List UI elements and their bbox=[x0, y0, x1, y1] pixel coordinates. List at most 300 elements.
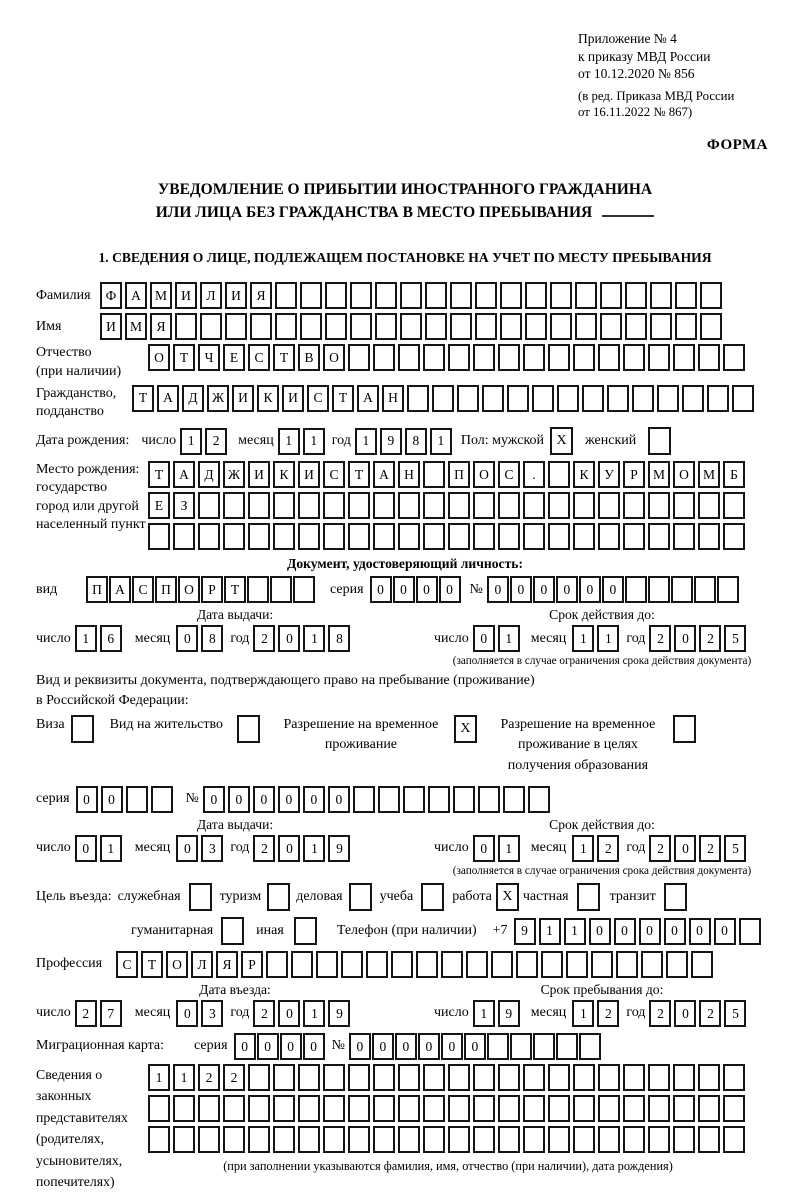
char-cell[interactable]: Т bbox=[132, 385, 154, 412]
permit-valid-year-cells[interactable] bbox=[649, 835, 749, 862]
char-cell[interactable] bbox=[625, 576, 647, 603]
phone-cells[interactable] bbox=[514, 918, 764, 945]
char-cell[interactable]: Т bbox=[148, 461, 170, 488]
identity-issue-month-cells[interactable] bbox=[176, 625, 226, 652]
char-cell[interactable]: Ж bbox=[223, 461, 245, 488]
char-cell[interactable] bbox=[198, 1126, 220, 1153]
birth-place-row3-cells[interactable] bbox=[148, 523, 748, 550]
char-cell[interactable]: 2 bbox=[75, 1000, 97, 1027]
char-cell[interactable] bbox=[532, 385, 554, 412]
char-cell[interactable]: 1 bbox=[572, 1000, 594, 1027]
char-cell[interactable]: К bbox=[573, 461, 595, 488]
char-cell[interactable] bbox=[548, 344, 570, 371]
char-cell[interactable] bbox=[378, 786, 400, 813]
char-cell[interactable]: 1 bbox=[572, 625, 594, 652]
char-cell[interactable] bbox=[425, 313, 447, 340]
char-cell[interactable] bbox=[556, 1033, 578, 1060]
char-cell[interactable] bbox=[523, 492, 545, 519]
char-cell[interactable] bbox=[573, 1064, 595, 1091]
char-cell[interactable] bbox=[700, 313, 722, 340]
purpose-other-checkbox[interactable] bbox=[294, 917, 317, 945]
char-cell[interactable]: 5 bbox=[724, 625, 746, 652]
char-cell[interactable] bbox=[523, 1095, 545, 1122]
char-cell[interactable] bbox=[475, 313, 497, 340]
char-cell[interactable] bbox=[698, 523, 720, 550]
char-cell[interactable]: 5 bbox=[724, 1000, 746, 1027]
char-cell[interactable]: 2 bbox=[649, 835, 671, 862]
char-cell[interactable]: 2 bbox=[253, 625, 275, 652]
representatives-row1-cells[interactable] bbox=[148, 1064, 748, 1091]
char-cell[interactable] bbox=[473, 1126, 495, 1153]
char-cell[interactable] bbox=[423, 492, 445, 519]
char-cell[interactable]: 3 bbox=[201, 1000, 223, 1027]
char-cell[interactable]: О bbox=[148, 344, 170, 371]
char-cell[interactable] bbox=[475, 282, 497, 309]
char-cell[interactable]: С bbox=[307, 385, 329, 412]
char-cell[interactable] bbox=[648, 576, 670, 603]
char-cell[interactable] bbox=[523, 1126, 545, 1153]
char-cell[interactable]: 0 bbox=[579, 576, 601, 603]
char-cell[interactable]: А bbox=[357, 385, 379, 412]
char-cell[interactable]: С bbox=[323, 461, 345, 488]
char-cell[interactable] bbox=[200, 313, 222, 340]
char-cell[interactable] bbox=[298, 492, 320, 519]
birth-year-cells[interactable] bbox=[355, 428, 455, 455]
char-cell[interactable] bbox=[250, 313, 272, 340]
char-cell[interactable]: Ж bbox=[207, 385, 229, 412]
char-cell[interactable] bbox=[575, 313, 597, 340]
char-cell[interactable] bbox=[632, 385, 654, 412]
char-cell[interactable] bbox=[223, 1126, 245, 1153]
char-cell[interactable]: 0 bbox=[674, 1000, 696, 1027]
char-cell[interactable] bbox=[717, 576, 739, 603]
char-cell[interactable] bbox=[273, 1064, 295, 1091]
entry-year-cells[interactable] bbox=[253, 1000, 353, 1027]
char-cell[interactable]: 0 bbox=[176, 1000, 198, 1027]
char-cell[interactable] bbox=[448, 344, 470, 371]
char-cell[interactable] bbox=[573, 344, 595, 371]
char-cell[interactable] bbox=[607, 385, 629, 412]
char-cell[interactable]: З bbox=[173, 492, 195, 519]
char-cell[interactable]: П bbox=[86, 576, 108, 603]
char-cell[interactable] bbox=[523, 1064, 545, 1091]
char-cell[interactable] bbox=[448, 492, 470, 519]
char-cell[interactable] bbox=[323, 492, 345, 519]
char-cell[interactable]: 2 bbox=[597, 835, 619, 862]
char-cell[interactable]: 2 bbox=[649, 1000, 671, 1027]
identity-valid-month-cells[interactable] bbox=[572, 625, 622, 652]
char-cell[interactable]: 9 bbox=[328, 835, 350, 862]
char-cell[interactable] bbox=[423, 523, 445, 550]
char-cell[interactable] bbox=[466, 951, 488, 978]
char-cell[interactable] bbox=[325, 282, 347, 309]
char-cell[interactable]: 1 bbox=[473, 1000, 495, 1027]
char-cell[interactable] bbox=[625, 282, 647, 309]
sex-female-checkbox[interactable] bbox=[648, 427, 671, 455]
char-cell[interactable]: А bbox=[157, 385, 179, 412]
char-cell[interactable]: 1 bbox=[303, 625, 325, 652]
char-cell[interactable]: 0 bbox=[510, 576, 532, 603]
char-cell[interactable] bbox=[173, 1126, 195, 1153]
char-cell[interactable]: 0 bbox=[278, 786, 300, 813]
char-cell[interactable] bbox=[498, 523, 520, 550]
char-cell[interactable] bbox=[398, 1126, 420, 1153]
char-cell[interactable] bbox=[323, 1126, 345, 1153]
char-cell[interactable] bbox=[350, 282, 372, 309]
char-cell[interactable] bbox=[398, 1095, 420, 1122]
char-cell[interactable] bbox=[126, 786, 148, 813]
char-cell[interactable]: 0 bbox=[234, 1033, 256, 1060]
char-cell[interactable] bbox=[694, 576, 716, 603]
sex-male-checkbox[interactable]: X bbox=[550, 427, 573, 455]
char-cell[interactable]: Е bbox=[148, 492, 170, 519]
char-cell[interactable] bbox=[273, 1126, 295, 1153]
char-cell[interactable]: С bbox=[116, 951, 138, 978]
char-cell[interactable] bbox=[598, 1095, 620, 1122]
char-cell[interactable] bbox=[671, 576, 693, 603]
char-cell[interactable] bbox=[473, 344, 495, 371]
char-cell[interactable]: 1 bbox=[148, 1064, 170, 1091]
char-cell[interactable]: 2 bbox=[699, 625, 721, 652]
char-cell[interactable]: 0 bbox=[416, 576, 438, 603]
char-cell[interactable] bbox=[487, 1033, 509, 1060]
char-cell[interactable]: Т bbox=[224, 576, 246, 603]
char-cell[interactable] bbox=[223, 492, 245, 519]
char-cell[interactable] bbox=[248, 523, 270, 550]
permit-option-visa-checkbox[interactable] bbox=[71, 715, 94, 743]
char-cell[interactable] bbox=[148, 1126, 170, 1153]
char-cell[interactable] bbox=[550, 282, 572, 309]
char-cell[interactable] bbox=[503, 786, 525, 813]
char-cell[interactable]: 0 bbox=[176, 835, 198, 862]
char-cell[interactable] bbox=[698, 1095, 720, 1122]
char-cell[interactable] bbox=[223, 523, 245, 550]
permit-number-cells[interactable] bbox=[203, 786, 553, 813]
char-cell[interactable] bbox=[625, 313, 647, 340]
firstname-cells[interactable] bbox=[100, 313, 725, 340]
char-cell[interactable] bbox=[275, 313, 297, 340]
char-cell[interactable]: 1 bbox=[278, 428, 300, 455]
char-cell[interactable] bbox=[673, 1126, 695, 1153]
char-cell[interactable]: 1 bbox=[75, 625, 97, 652]
char-cell[interactable]: 0 bbox=[278, 625, 300, 652]
char-cell[interactable] bbox=[498, 344, 520, 371]
char-cell[interactable] bbox=[500, 313, 522, 340]
char-cell[interactable] bbox=[600, 313, 622, 340]
char-cell[interactable]: 2 bbox=[223, 1064, 245, 1091]
char-cell[interactable]: 1 bbox=[303, 835, 325, 862]
char-cell[interactable]: 0 bbox=[303, 786, 325, 813]
char-cell[interactable] bbox=[491, 951, 513, 978]
permit-issue-year-cells[interactable] bbox=[253, 835, 353, 862]
char-cell[interactable]: 2 bbox=[198, 1064, 220, 1091]
identity-valid-year-cells[interactable] bbox=[649, 625, 749, 652]
char-cell[interactable] bbox=[375, 313, 397, 340]
char-cell[interactable] bbox=[675, 313, 697, 340]
char-cell[interactable] bbox=[598, 344, 620, 371]
char-cell[interactable]: О bbox=[166, 951, 188, 978]
char-cell[interactable] bbox=[657, 385, 679, 412]
char-cell[interactable] bbox=[700, 282, 722, 309]
char-cell[interactable] bbox=[398, 523, 420, 550]
char-cell[interactable] bbox=[573, 1126, 595, 1153]
char-cell[interactable]: 0 bbox=[393, 576, 415, 603]
char-cell[interactable] bbox=[723, 523, 745, 550]
char-cell[interactable]: 9 bbox=[328, 1000, 350, 1027]
char-cell[interactable] bbox=[423, 1095, 445, 1122]
char-cell[interactable]: 2 bbox=[699, 835, 721, 862]
char-cell[interactable]: 0 bbox=[372, 1033, 394, 1060]
char-cell[interactable] bbox=[573, 1095, 595, 1122]
birth-day-cells[interactable] bbox=[180, 428, 230, 455]
char-cell[interactable] bbox=[579, 1033, 601, 1060]
char-cell[interactable] bbox=[641, 951, 663, 978]
char-cell[interactable]: 1 bbox=[572, 835, 594, 862]
char-cell[interactable] bbox=[423, 461, 445, 488]
char-cell[interactable] bbox=[225, 313, 247, 340]
char-cell[interactable] bbox=[298, 1126, 320, 1153]
char-cell[interactable] bbox=[739, 918, 761, 945]
migration-series-cells[interactable] bbox=[234, 1033, 326, 1060]
char-cell[interactable] bbox=[682, 385, 704, 412]
char-cell[interactable] bbox=[498, 1095, 520, 1122]
char-cell[interactable]: 6 bbox=[100, 625, 122, 652]
char-cell[interactable] bbox=[473, 492, 495, 519]
char-cell[interactable]: 1 bbox=[539, 918, 561, 945]
char-cell[interactable] bbox=[723, 1064, 745, 1091]
char-cell[interactable]: 0 bbox=[257, 1033, 279, 1060]
char-cell[interactable]: 0 bbox=[602, 576, 624, 603]
char-cell[interactable]: 0 bbox=[280, 1033, 302, 1060]
char-cell[interactable] bbox=[648, 1064, 670, 1091]
char-cell[interactable] bbox=[616, 951, 638, 978]
char-cell[interactable]: П bbox=[448, 461, 470, 488]
entry-day-cells[interactable] bbox=[75, 1000, 125, 1027]
char-cell[interactable]: 5 bbox=[724, 835, 746, 862]
char-cell[interactable]: Л bbox=[191, 951, 213, 978]
char-cell[interactable]: 8 bbox=[328, 625, 350, 652]
char-cell[interactable] bbox=[373, 344, 395, 371]
char-cell[interactable] bbox=[673, 1095, 695, 1122]
char-cell[interactable]: П bbox=[155, 576, 177, 603]
char-cell[interactable] bbox=[507, 385, 529, 412]
char-cell[interactable] bbox=[528, 786, 550, 813]
char-cell[interactable] bbox=[348, 523, 370, 550]
char-cell[interactable]: 0 bbox=[370, 576, 392, 603]
citizenship-cells[interactable] bbox=[132, 385, 757, 412]
char-cell[interactable] bbox=[723, 1126, 745, 1153]
char-cell[interactable]: 0 bbox=[253, 786, 275, 813]
purpose-business-checkbox[interactable] bbox=[349, 883, 372, 911]
char-cell[interactable]: 1 bbox=[355, 428, 377, 455]
permit-series-cells[interactable] bbox=[76, 786, 176, 813]
char-cell[interactable]: 1 bbox=[564, 918, 586, 945]
char-cell[interactable] bbox=[698, 492, 720, 519]
char-cell[interactable] bbox=[341, 951, 363, 978]
char-cell[interactable] bbox=[673, 1064, 695, 1091]
char-cell[interactable]: С bbox=[248, 344, 270, 371]
char-cell[interactable] bbox=[550, 313, 572, 340]
char-cell[interactable]: 0 bbox=[439, 576, 461, 603]
char-cell[interactable]: И bbox=[232, 385, 254, 412]
entry-month-cells[interactable] bbox=[176, 1000, 226, 1027]
char-cell[interactable]: Д bbox=[182, 385, 204, 412]
char-cell[interactable] bbox=[316, 951, 338, 978]
char-cell[interactable] bbox=[450, 282, 472, 309]
char-cell[interactable]: 0 bbox=[473, 625, 495, 652]
char-cell[interactable] bbox=[691, 951, 713, 978]
permit-issue-month-cells[interactable] bbox=[176, 835, 226, 862]
char-cell[interactable]: 0 bbox=[664, 918, 686, 945]
identity-issue-year-cells[interactable] bbox=[253, 625, 353, 652]
char-cell[interactable] bbox=[623, 523, 645, 550]
char-cell[interactable]: 0 bbox=[76, 786, 98, 813]
char-cell[interactable] bbox=[391, 951, 413, 978]
char-cell[interactable] bbox=[350, 313, 372, 340]
permit-issue-day-cells[interactable] bbox=[75, 835, 125, 862]
purpose-humanitarian-checkbox[interactable] bbox=[221, 917, 244, 945]
char-cell[interactable] bbox=[273, 492, 295, 519]
char-cell[interactable] bbox=[573, 523, 595, 550]
char-cell[interactable] bbox=[148, 523, 170, 550]
char-cell[interactable] bbox=[425, 282, 447, 309]
char-cell[interactable] bbox=[348, 1095, 370, 1122]
char-cell[interactable]: И bbox=[100, 313, 122, 340]
char-cell[interactable] bbox=[400, 282, 422, 309]
char-cell[interactable]: С bbox=[498, 461, 520, 488]
char-cell[interactable] bbox=[198, 492, 220, 519]
char-cell[interactable] bbox=[398, 492, 420, 519]
char-cell[interactable] bbox=[423, 1064, 445, 1091]
char-cell[interactable]: 7 bbox=[100, 1000, 122, 1027]
char-cell[interactable]: 0 bbox=[639, 918, 661, 945]
char-cell[interactable]: 1 bbox=[173, 1064, 195, 1091]
char-cell[interactable] bbox=[198, 1095, 220, 1122]
char-cell[interactable]: 2 bbox=[253, 835, 275, 862]
char-cell[interactable]: 3 bbox=[201, 835, 223, 862]
char-cell[interactable] bbox=[582, 385, 604, 412]
char-cell[interactable] bbox=[498, 492, 520, 519]
char-cell[interactable] bbox=[453, 786, 475, 813]
char-cell[interactable]: 0 bbox=[689, 918, 711, 945]
char-cell[interactable] bbox=[473, 523, 495, 550]
surname-cells[interactable] bbox=[100, 282, 725, 309]
representatives-row3-cells[interactable] bbox=[148, 1126, 748, 1153]
char-cell[interactable]: Д bbox=[198, 461, 220, 488]
char-cell[interactable] bbox=[473, 1064, 495, 1091]
char-cell[interactable] bbox=[548, 523, 570, 550]
char-cell[interactable] bbox=[500, 282, 522, 309]
char-cell[interactable] bbox=[448, 523, 470, 550]
stay-year-cells[interactable] bbox=[649, 1000, 749, 1027]
char-cell[interactable]: 0 bbox=[278, 835, 300, 862]
char-cell[interactable] bbox=[366, 951, 388, 978]
char-cell[interactable]: У bbox=[598, 461, 620, 488]
char-cell[interactable]: 0 bbox=[278, 1000, 300, 1027]
char-cell[interactable] bbox=[403, 786, 425, 813]
char-cell[interactable]: 0 bbox=[228, 786, 250, 813]
char-cell[interactable] bbox=[223, 1095, 245, 1122]
purpose-study-checkbox[interactable] bbox=[421, 883, 444, 911]
char-cell[interactable] bbox=[175, 313, 197, 340]
char-cell[interactable] bbox=[300, 282, 322, 309]
char-cell[interactable]: 1 bbox=[180, 428, 202, 455]
char-cell[interactable]: Ф bbox=[100, 282, 122, 309]
char-cell[interactable]: Я bbox=[250, 282, 272, 309]
char-cell[interactable]: 9 bbox=[498, 1000, 520, 1027]
char-cell[interactable] bbox=[293, 576, 315, 603]
char-cell[interactable]: 2 bbox=[649, 625, 671, 652]
char-cell[interactable]: Н bbox=[398, 461, 420, 488]
char-cell[interactable] bbox=[373, 1064, 395, 1091]
char-cell[interactable] bbox=[298, 523, 320, 550]
char-cell[interactable] bbox=[623, 344, 645, 371]
char-cell[interactable] bbox=[248, 492, 270, 519]
char-cell[interactable] bbox=[548, 492, 570, 519]
char-cell[interactable] bbox=[348, 492, 370, 519]
char-cell[interactable] bbox=[557, 385, 579, 412]
permit-option-residence-checkbox[interactable] bbox=[237, 715, 260, 743]
migration-number-cells[interactable] bbox=[349, 1033, 602, 1060]
char-cell[interactable] bbox=[498, 1126, 520, 1153]
char-cell[interactable]: Н bbox=[382, 385, 404, 412]
char-cell[interactable] bbox=[598, 523, 620, 550]
char-cell[interactable] bbox=[591, 951, 613, 978]
char-cell[interactable] bbox=[450, 313, 472, 340]
char-cell[interactable] bbox=[523, 523, 545, 550]
char-cell[interactable]: 0 bbox=[101, 786, 123, 813]
char-cell[interactable]: А bbox=[373, 461, 395, 488]
char-cell[interactable]: О bbox=[323, 344, 345, 371]
char-cell[interactable]: 1 bbox=[303, 428, 325, 455]
char-cell[interactable] bbox=[348, 1126, 370, 1153]
char-cell[interactable] bbox=[673, 492, 695, 519]
char-cell[interactable]: 9 bbox=[380, 428, 402, 455]
char-cell[interactable] bbox=[248, 1095, 270, 1122]
char-cell[interactable] bbox=[400, 313, 422, 340]
char-cell[interactable]: Ч bbox=[198, 344, 220, 371]
char-cell[interactable]: 0 bbox=[328, 786, 350, 813]
char-cell[interactable]: 0 bbox=[441, 1033, 463, 1060]
char-cell[interactable] bbox=[373, 523, 395, 550]
char-cell[interactable] bbox=[266, 951, 288, 978]
char-cell[interactable] bbox=[516, 951, 538, 978]
char-cell[interactable] bbox=[548, 1126, 570, 1153]
char-cell[interactable]: 0 bbox=[176, 625, 198, 652]
char-cell[interactable]: И bbox=[298, 461, 320, 488]
char-cell[interactable] bbox=[525, 313, 547, 340]
char-cell[interactable]: 1 bbox=[498, 835, 520, 862]
char-cell[interactable]: 2 bbox=[699, 1000, 721, 1027]
char-cell[interactable]: 0 bbox=[614, 918, 636, 945]
char-cell[interactable] bbox=[698, 1064, 720, 1091]
char-cell[interactable] bbox=[548, 1064, 570, 1091]
char-cell[interactable] bbox=[148, 1095, 170, 1122]
char-cell[interactable] bbox=[457, 385, 479, 412]
char-cell[interactable] bbox=[598, 1126, 620, 1153]
birth-month-cells[interactable] bbox=[278, 428, 328, 455]
char-cell[interactable] bbox=[623, 492, 645, 519]
char-cell[interactable] bbox=[541, 951, 563, 978]
char-cell[interactable] bbox=[273, 523, 295, 550]
purpose-transit-checkbox[interactable] bbox=[664, 883, 687, 911]
char-cell[interactable] bbox=[323, 523, 345, 550]
char-cell[interactable]: 0 bbox=[303, 1033, 325, 1060]
char-cell[interactable] bbox=[600, 282, 622, 309]
char-cell[interactable] bbox=[650, 282, 672, 309]
char-cell[interactable]: Т bbox=[273, 344, 295, 371]
char-cell[interactable]: 0 bbox=[714, 918, 736, 945]
